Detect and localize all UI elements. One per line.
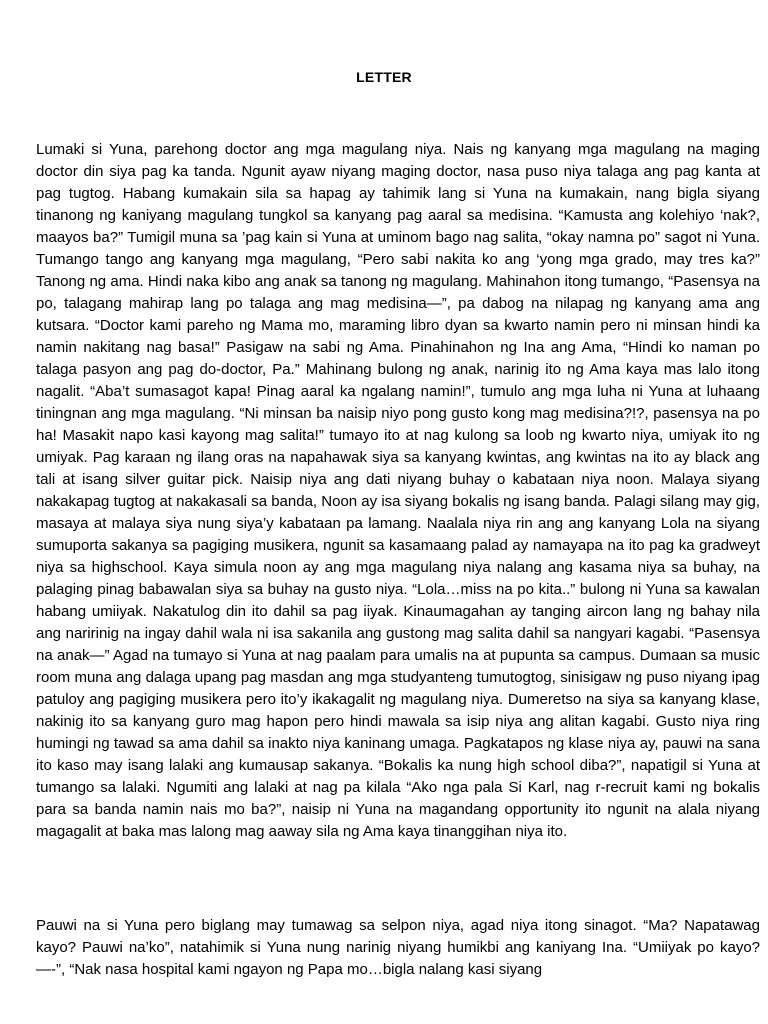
document-title: LETTER <box>356 69 412 85</box>
paragraph-2: Pauwi na si Yuna pero biglang may tumawag sa selpon niya, agad niya itong sinagot. “Ma? Napatawag kayo? Pauwi na’ko”, natahimik si Yuna nung narinig niyang humikbi ang kaniyang Ina. “Umiiyak po kayo?—-”, “Nak nasa hospital kami ngayon ng Papa mo…bigla nalang kasi siyang <box>36 917 760 978</box>
paragraph-1: Lumaki si Yuna, parehong doctor ang mga magulang niya. Nais ng kanyang mga magulang na maging doctor din siya pag ka tanda. Ngunit ayaw niyang maging doctor, nasa puso niya talaga ang pag kanta at pag tugtog. Habang kumakain sila sa hapag ay tahimik lang si Yuna na kumakain, nang bigla siyang tinanong ng kaniyang magulang tungkol sa kanyang pag aaral sa medisina. “Kamusta ang kolehiyo ‘nak?, maayos ba?” Tumigil muna sa ’pag kain si Yuna at uminom bago nag salita, “okay namna po” sagot ni Yuna. Tumango tango ang kanyang mga magulang, “Pero sabi nakita ko ang ‘yong mga grado, may tres ka?” Tanong ng ama. Hindi naka kibo ang anak sa tanong ng magulang. Mahinahon itong tumango, “Pasensya na po, talagang mahirap lang po talaga ang mag medisina—”, pa dabog na nilapag ng kanyang ama ang kutsara. “Doctor kami pareho ng Mama mo, maraming libro dyan sa kwarto namin pero ni minsan hindi ka namin nakitang nag basa!” Pasigaw na sabi ng Ama. Pinahinahon ng Ina ang Ama, “Hindi ko naman po talaga pasyon ang pag do-doctor, Pa.” Mahinang bulong ng anak, narinig ito ng Ama kaya mas lalo itong nagalit. “Aba’t sumasagot kapa! Pinag aaral ka ngalang namin!”, tumulo ang mga luha ni Yuna at luhaang tiningnan ang mga magulang. “Ni minsan ba naisip niyo pong gusto kong mag medisina?!?, pasensya na po ha! Masakit napo kasi kayong mag salita!” tumayo ito at nag kulong sa loob ng kwarto niya, umiyak ito ng umiyak. Pag karaan ng ilang oras na napahawak siya sa kanyang kwintas, ang kwintas na ito ay black ang tali at isang silver guitar pick. Naisip niya ang dati niyang buhay o kabataan niya noon. Malaya siyang nakakapag tugtog at nakakasali sa banda, Noon ay isa siyang bokalis ng isang banda. Palagi silang may gig, masaya at malaya siya nung siya’y kabataan pa lamang. Naalala niya rin ang ang kanyang Lola na siyang sumuporta sakanya sa pagiging musikera, ngunit sa kasamaang palad ay namayapa na ito pag ka gradweyt niya sa highschool. Kaya simula noon ay ang mga magulang niya nalang ang kasama niya sa buhay, na palaging pinag babawalan siya sa buhay na gusto niya. “Lola…miss na po kita..” bulong ni Yuna sa kawalan habang umiiyak. Nakatulog din ito dahil sa pag iiyak. Kinaumagahan ay tanging aircon lang ng bahay nila ang naririnig na ingay dahil wala ni isa sakanila ang gustong mag salita dahil sa nangyari kagabi. “Pasensya na anak—” Agad na tumayo si Yuna at nag paalam para umalis na at pupunta sa campus. Dumaan sa music room muna ang dalaga upang pag masdan ang mga studyanteng tumutogtog, sinisigaw ng puso niyang ipag patuloy ang pagiging musikera pero ito’y ikakagalit ng magulang niya. Dumeretso na siya sa kanyang klase, nakinig ito sa kanyang guro mag hapon pero hindi mawala sa isip niya ang alitan kagabi. Gusto niya ring humingi ng tawad sa ama dahil sa inakto niya kaninang umaga. Pagkatapos ng klase niya ay, pauwi na sana ito kaso may isang lalaki ang kumausap sakanya. “Bokalis ka nung high school diba?”, napatigil si Yuna at tumango sa lalaki. Ngumiti ang lalaki at nag pa kilala “Ako nga pala Si Karl, nag r-recruit kami ng bokalis para sa banda namin nais mo ba?”, naisip ni Yuna na magandang opportunity ito ngunit na alala niyang magagalit at baka mas lalong mag aaway sila ng Ama kaya tinanggihan niya ito. <box>36 141 760 840</box>
